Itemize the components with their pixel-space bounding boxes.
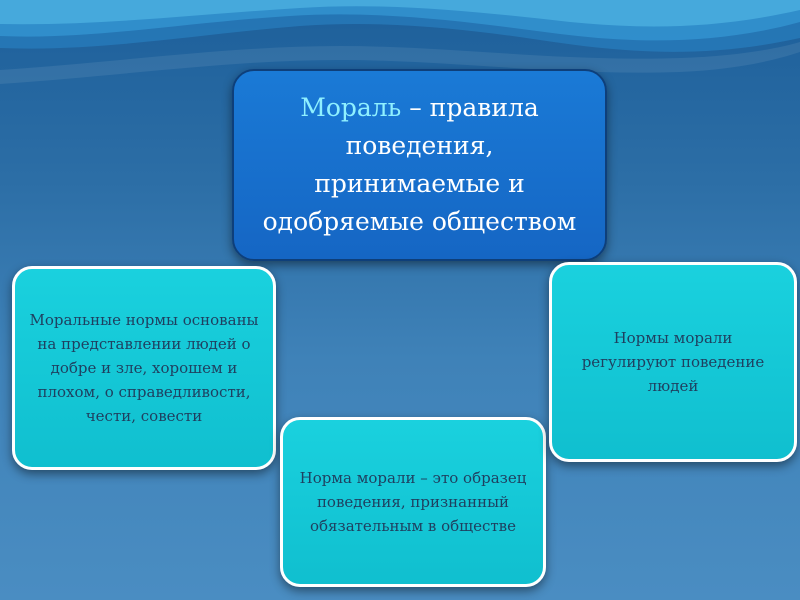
moral-norms-regulate-text: Нормы морали регулируют поведение людей	[581, 329, 765, 395]
moral-norm-definition-text: Норма морали – это образец поведения, признанный обязательным в обществе	[299, 469, 527, 535]
moral-norm-definition-box	[280, 417, 546, 587]
definition-highlight: Мораль	[300, 93, 402, 122]
moral-norms-regulate-box	[549, 262, 797, 462]
definition-rest: – правила поведения, принимаемые и одобряемые обществом	[262, 93, 577, 236]
moral-norms-basis-text: Моральные нормы основаны на представлении людей о добре и зле, хорошем и плохом, о справедливости, чести, совести	[29, 311, 259, 425]
definition-box	[232, 69, 607, 261]
moral-norms-basis-box	[12, 266, 276, 470]
definition-text	[252, 89, 587, 241]
